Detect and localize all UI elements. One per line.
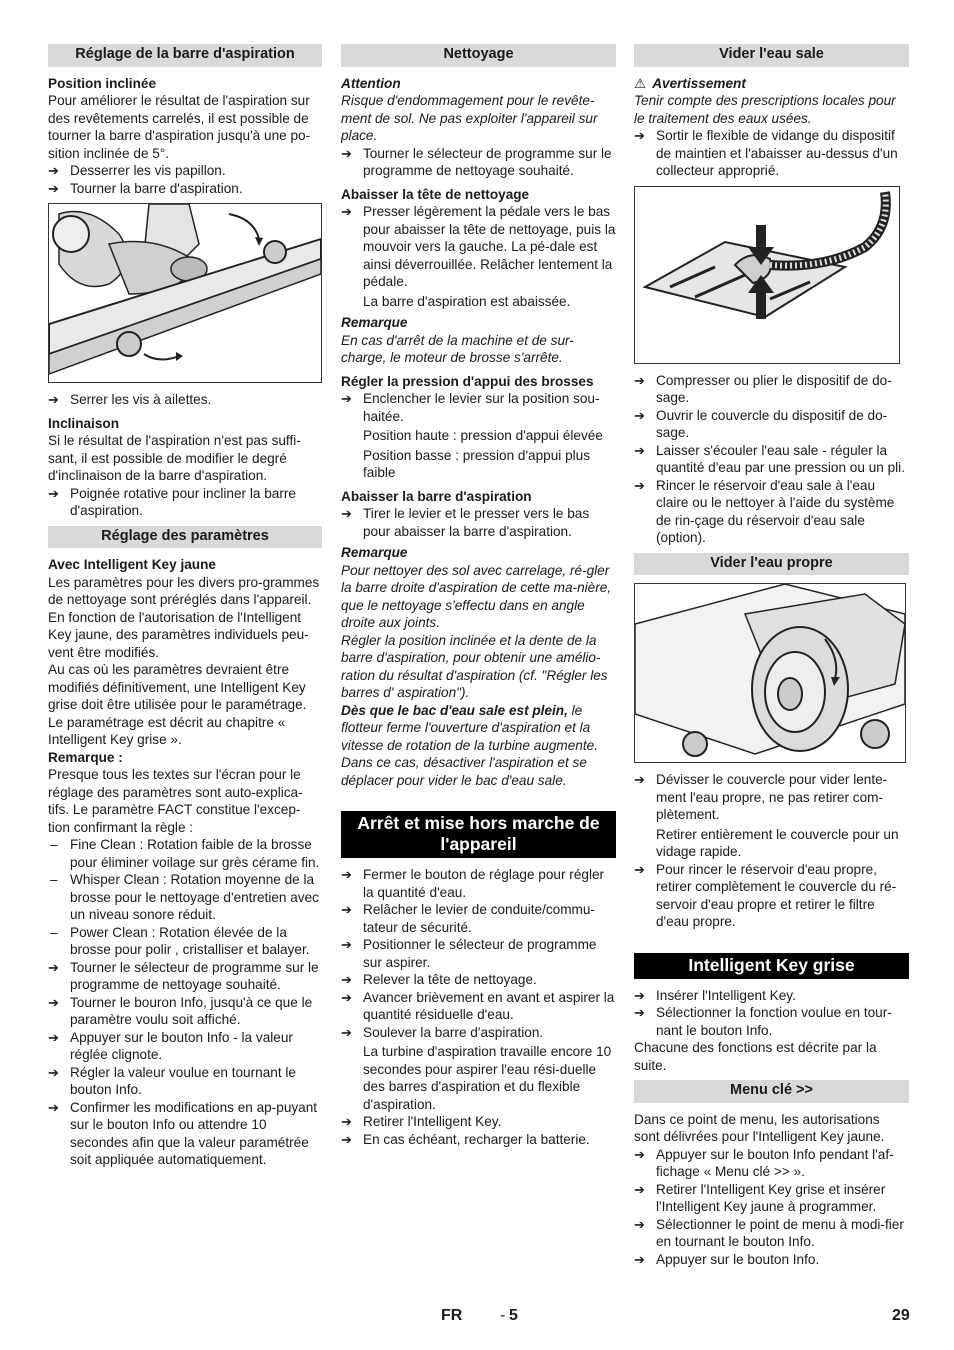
arrow-icon: ➔ (341, 867, 352, 882)
instruction-step: ➔ Retirer l'Intelligent Key. (341, 1114, 502, 1129)
section-heading-key-menu: Menu clé >> (634, 1080, 909, 1103)
instruction-step: ➔ Relâcher le levier de conduite/commu-tateur de sécurité. (341, 902, 595, 935)
arrow-icon: ➔ (48, 1064, 59, 1080)
paragraph: Au cas où les paramètres devraient être modifiés définitivement, une Intelligent Key grise doit être utilisée pour le paramétrage. Le paramétrage est décrit au chapitre « Intelligent Key grise ». (48, 662, 307, 747)
arrow-icon: ➔ (341, 1024, 352, 1040)
figure-drain-hose (634, 186, 900, 364)
instruction-step: ➔ Soulever la barre d'aspiration. (341, 1024, 544, 1040)
subheading-inclination: Inclinaison (48, 415, 120, 431)
subheading-lower-bar: Abaisser la barre d'aspiration (341, 488, 532, 504)
note-label: Remarque (341, 315, 408, 330)
arrow-icon: ➔ (48, 392, 59, 407)
instruction-step: ➔ Confirmer les modifications en ap-puyant sur le bouton Info ou attendre 10 secondes afin que la valeur paramétrée soit appliquée automatiquement. (48, 1099, 318, 1167)
arrow-icon: ➔ (634, 442, 645, 458)
instruction-step: ➔ En cas échéant, recharger la batterie. (341, 1131, 590, 1147)
instruction-step: ➔ Poignée rotative pour incliner la barre d'aspiration. (48, 485, 296, 518)
subheading-yellow-key: Avec Intelligent Key jaune (48, 557, 216, 572)
page-number: 29 (892, 1307, 910, 1324)
page-footer (0, 1307, 954, 1329)
list-item: – Power Clean : Rotation élevée de la brosse pour polir , cristalliser et balayer. (50, 924, 310, 957)
instruction-step: ➔ Appuyer sur le bouton Info - la valeur réglée clignote. (48, 1029, 293, 1062)
arrow-icon: ➔ (634, 372, 645, 388)
instruction-step: ➔ Tourner le sélecteur de programme sur le programme de nettoyage souhaité. (48, 959, 319, 992)
instruction-step: ➔ Relever la tête de nettoyage. (341, 972, 537, 987)
arrow-icon: ➔ (634, 128, 645, 143)
subheading-inclined-position: Position inclinée (48, 75, 157, 91)
section-heading-suction-bar: Réglage de la barre d'aspiration (48, 44, 322, 67)
note-text: En cas d'arrêt de la machine et de sur-charge, le moteur de brosse s'arrête. (341, 332, 574, 365)
subheading-brush-pressure: Régler la pression d'appui des brosses (341, 373, 594, 389)
arrow-icon: ➔ (634, 477, 645, 493)
arrow-icon: ➔ (341, 972, 352, 987)
arrow-icon: ➔ (634, 1216, 645, 1232)
step-result: La barre d'aspiration est abaissée. (363, 293, 571, 309)
arrow-icon: ➔ (48, 485, 59, 501)
subheading-note: Remarque : (48, 749, 123, 765)
arrow-icon: ➔ (341, 506, 352, 521)
column-left (48, 44, 322, 1169)
instruction-step: ➔ Pour rincer le réservoir d'eau propre, retirer complètement le couvercle du ré-servoir d'eau propre et retirer le filtre d'eau propre. (634, 861, 897, 929)
arrow-icon: ➔ (634, 1181, 645, 1197)
arrow-icon: ➔ (341, 1131, 352, 1147)
instruction-step: ➔ Retirer l'Intelligent Key grise et insérer l'Intelligent Key jaune à programmer. (634, 1181, 886, 1214)
arrow-icon: ➔ (48, 1029, 59, 1045)
arrow-icon: ➔ (634, 1005, 645, 1020)
arrow-icon: ➔ (634, 1251, 645, 1267)
instruction-step: ➔ Tourner la barre d'aspiration. (48, 180, 243, 196)
arrow-icon: ➔ (634, 407, 645, 423)
paragraph: Chacune des fonctions est décrite par la suite. (634, 1040, 877, 1073)
arrow-icon: ➔ (341, 937, 352, 952)
arrow-icon: ➔ (48, 1099, 59, 1115)
section-heading-cleaning: Nettoyage (341, 44, 616, 67)
paragraph: Presque tous les textes sur l'écran pour le réglage des paramètres sont auto-explica-tifs. Le paramètre FACT constitue l'excep-tion confirmant la règle : (48, 767, 303, 835)
instruction-step: ➔ Avancer brièvement en avant et aspirer la quantité résiduelle d'eau. (341, 989, 615, 1022)
arrow-icon: ➔ (634, 772, 645, 787)
instruction-step: ➔ Sélectionner le point de menu à modi-fier en tournant le bouton Info. (634, 1216, 904, 1249)
subheading-lower-head: Abaisser la tête de nettoyage (341, 186, 530, 202)
caution-label: Attention (341, 75, 401, 91)
column-right (634, 44, 909, 1268)
step-detail: Position basse : pression d'appui plus faible (363, 447, 591, 480)
instruction-step: ➔ Tourner le bouron Info, jusqu'à ce que le paramètre voulu soit affiché. (48, 994, 313, 1027)
list-item: – Whisper Clean : Rotation moyenne de la brosse pour le nettoyage d'entretien avec un niveau sonore réduit. (50, 872, 319, 922)
instruction-step: ➔ Enclencher le levier sur la position sou-haitée. (341, 391, 600, 424)
arrow-icon: ➔ (341, 204, 352, 219)
note-text: Pour nettoyer des sol avec carrelage, ré-gler la barre droite d'aspiration de cette ma-nière, que le nettoyage s'effectu dans en angle droite aux joints. (341, 562, 612, 630)
instruction-step: ➔ Ouvrir le couvercle du dispositif de do-sage. (634, 407, 888, 440)
section-heading-parameters: Réglage des paramètres (48, 526, 322, 549)
step-detail: Position haute : pression d'appui élevée (363, 428, 603, 443)
figure-suction-bar (48, 203, 322, 383)
arrow-icon: ➔ (48, 180, 59, 196)
step-result: La turbine d'aspiration travaille encore 10 secondes pour aspirer l'eau rési-duelle des barres d'aspiration et du flexible d'aspiration. (363, 1044, 612, 1112)
arrow-icon: ➔ (341, 989, 352, 1005)
column-middle (341, 44, 616, 1148)
section-heading-shutdown: Arrêt et mise hors marche de l'appareil (341, 811, 616, 858)
instruction-step: ➔ Positionner le sélecteur de programme sur aspirer. (341, 937, 597, 970)
arrow-icon: ➔ (634, 861, 645, 877)
caution-text: Risque d'endommagement pour le revête-ment de sol. Ne pas exploiter l'appareil sur place. (341, 93, 598, 143)
instruction-step: ➔ Tourner le sélecteur de programme sur le programme de nettoyage souhaité. (341, 145, 612, 178)
arrow-icon: ➔ (634, 1146, 645, 1162)
arrow-icon: ➔ (48, 994, 59, 1010)
note-text: Régler la position inclinée et la dente de la barre d'aspiration, pour obtenir une amélio-ration du résultat d'aspiration (cf. "Régler les barres d' aspiration"). (341, 632, 608, 700)
arrow-icon: ➔ (341, 391, 352, 406)
instruction-step: ➔ Appuyer sur le bouton Info pendant l'af-fichage « Menu clé >> ». (634, 1146, 894, 1179)
instruction-step: ➔ Sélectionner la fonction voulue en tour-nant le bouton Info. (634, 1005, 892, 1038)
warning-label: ⚠ Avertissement (634, 75, 746, 91)
instruction-step: ➔ Rincer le réservoir d'eau sale à l'eau claire ou le nettoyer à l'aide du système de rin-çage du réservoir d'eau sale (option). (634, 477, 895, 545)
section-heading-grey-key: Intelligent Key grise (634, 953, 909, 979)
instruction-step: ➔ Tirer le levier et le presser vers le bas pour abaisser la barre d'aspiration. (341, 506, 590, 539)
instruction-step: ➔ Sortir le flexible de vidange du dispositif de maintien et l'abaisser au-dessus d'un collecteur approprié. (634, 128, 898, 178)
arrow-icon: ➔ (634, 987, 645, 1003)
instruction-step: ➔ Insérer l'Intelligent Key. (634, 987, 796, 1003)
instruction-step: ➔ Dévisser le couvercle pour vider lente-ment l'eau propre, ne pas retirer com-plètement. (634, 772, 888, 822)
instruction-step: ➔ Serrer les vis à ailettes. (48, 392, 212, 407)
figure-clean-water-cap (634, 583, 906, 763)
paragraph: Dans ce point de menu, les autorisations sont délivrées pour l'Intelligent Key jaune. (634, 1111, 885, 1144)
instruction-step: ➔ Desserrer les vis papillon. (48, 163, 226, 178)
list-item: – Fine Clean : Rotation faible de la brosse pour éliminer voilage sur grès cérame fin. (50, 837, 320, 870)
note-text: Dès que le bac d'eau sale est plein, le flotteur ferme l'ouverture d'aspiration et la vitesse de rotation de la turbine augmente. Dans ce cas, désactiver l'aspiration et se déplacer pour vider le bac d'eau sale. (341, 702, 598, 788)
arrow-icon: ➔ (341, 1114, 352, 1129)
instruction-step: ➔ Régler la valeur voulue en tournant le bouton Info. (48, 1064, 296, 1097)
warning-text: Tenir compte des prescriptions locales pour le traitement des eaux usées. (634, 93, 896, 126)
paragraph: Si le résultat de l'aspiration n'est pas suffi-sant, il est possible de modifier le degré d'inclinaison de la barre d'aspiration. (48, 433, 301, 483)
instruction-step: ➔ Appuyer sur le bouton Info. (634, 1251, 820, 1267)
arrow-icon: ➔ (341, 902, 352, 917)
local-page-number: 5 (509, 1307, 518, 1324)
arrow-icon: ➔ (48, 163, 59, 178)
instruction-step: ➔ Compresser ou plier le dispositif de do-sage. (634, 372, 892, 405)
step-detail: Retirer entièrement le couvercle pour un vidage rapide. (656, 826, 899, 859)
instruction-step: ➔ Fermer le bouton de réglage pour régler la quantité d'eau. (341, 867, 605, 900)
footer-dash: - (500, 1307, 506, 1324)
instruction-step: ➔ Presser légèrement la pédale vers le bas pour abaisser la tête de nettoyage, puis la mouvoir vers la gauche. La pé-dale est ainsi déverrouillée. Relâcher lentement la pédale. (341, 204, 616, 289)
paragraph: En fonction de l'autorisation de l'Intelligent Key jaune, des paramètres individuels peu-vent être modifiés. (48, 609, 309, 660)
instruction-step: ➔ Laisser s'écouler l'eau sale - réguler la quantité d'eau par une pression ou un pli. (634, 442, 905, 475)
paragraph: Pour améliorer le résultat de l'aspiration sur des revêtements carrelés, il est possible de tourner la barre d'aspiration jusqu'à une po-sition inclinée de 5°. (48, 93, 311, 161)
language-code: FR (441, 1307, 463, 1324)
section-heading-dirty-water: Vider l'eau sale (634, 44, 909, 67)
section-heading-clean-water: Vider l'eau propre (634, 553, 909, 576)
arrow-icon: ➔ (341, 145, 352, 161)
arrow-icon: ➔ (48, 959, 59, 975)
paragraph: Les paramètres pour les divers pro-grammes de nettoyage sont préréglés dans l'appareil. (48, 574, 320, 607)
note-label: Remarque (341, 545, 408, 560)
warning-icon: ⚠ (634, 75, 647, 91)
